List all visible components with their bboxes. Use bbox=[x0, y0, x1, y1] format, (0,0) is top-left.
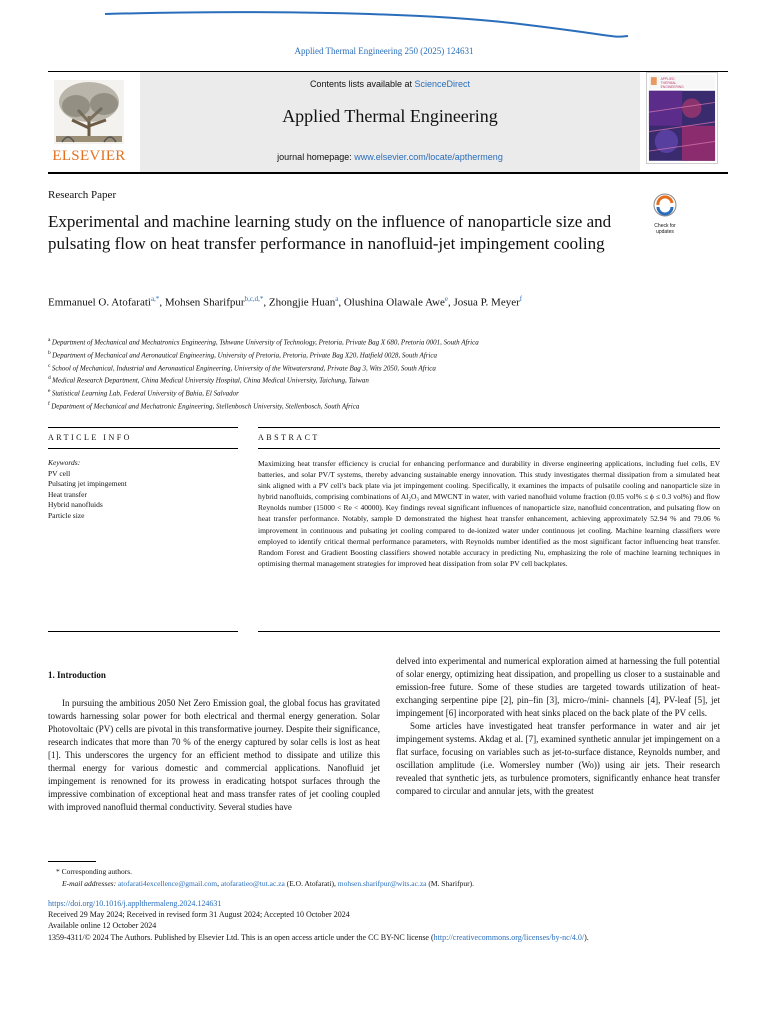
author-affiliation-marker[interactable]: a bbox=[335, 295, 339, 303]
author-name[interactable]: Zhongjie Huan bbox=[268, 296, 336, 309]
introduction-heading: 1. Introduction bbox=[48, 670, 106, 680]
check-updates-icon bbox=[648, 192, 682, 218]
email-owner: (M. Sharifpur). bbox=[426, 879, 474, 888]
affiliation-marker: b bbox=[48, 349, 53, 356]
received-dates: Received 29 May 2024; Received in revised form 31 August 2024; Accepted 10 October 2024 bbox=[48, 910, 350, 920]
check-updates-label: Check for updates bbox=[654, 223, 676, 235]
affiliation-item bbox=[48, 399, 728, 412]
intro-paragraph: Some articles have investigated heat transfer performance in water and air jet impingement systems. Akdag et al. [7], examined synthetic annular jet impingement on a flat surface, focusing on variables such as jet-to-surface distance, Reynolds number, and oscillation amplitude (i.e. Womersley number (Wo)) using air jets. Their research revealed that synthetic jets, as turbulence promoters, significantly enhance heat transfer compared to circular and annular jets, with the greatest bbox=[396, 720, 720, 796]
homepage-link[interactable]: www.elsevier.com/locate/apthermeng bbox=[354, 152, 503, 162]
author-separator: , bbox=[447, 296, 454, 309]
affiliation-text: School of Mechanical, Industrial and Aeronautical Engineering, University of the Witwatersrand, Private Bag 3, Wits 2050, South Africa bbox=[51, 363, 436, 372]
journal-cover-image[interactable] bbox=[646, 72, 718, 164]
keywords-label: Keywords: bbox=[48, 458, 81, 467]
affiliation-list bbox=[48, 335, 728, 412]
abstract-heading: ABSTRACT bbox=[258, 433, 320, 442]
author-name[interactable]: Emmanuel O. Atofarati bbox=[48, 296, 151, 309]
author-name[interactable]: Olushina Olawale Awe bbox=[343, 296, 445, 309]
check-for-updates-badge[interactable] bbox=[648, 192, 682, 235]
cover-line-3: ENGINEERING bbox=[660, 84, 684, 89]
contents-line bbox=[140, 79, 640, 89]
keyword-item: Particle size bbox=[48, 510, 85, 520]
cover-line-2: THERMAL bbox=[660, 80, 677, 85]
author-affiliation-marker[interactable]: a,* bbox=[150, 295, 160, 303]
sciencedirect-link[interactable]: ScienceDirect bbox=[414, 79, 471, 89]
keywords-block bbox=[48, 458, 238, 521]
body-column-right bbox=[396, 655, 720, 797]
abstract-rule-bottom bbox=[258, 631, 720, 632]
affiliation-marker: d bbox=[48, 375, 53, 382]
cover-line-1: APPLIED bbox=[660, 77, 675, 82]
intro-paragraph: delved into experimental and numerical exploration aimed at harnessing the full potential of solar energy, optimizing heat dissipation, and propelling us closer to a sustainable and emission-free future. Some of these studies are targeted towards utilization of heat-exchanging serpentine pipe [2], pin–fin [3], micro-/mini- channels [4], PV-leaf [5], jet impingement [6] incorporated with heat sinks placed on the back plate of the PV cells. bbox=[396, 656, 720, 718]
paper-title: Experimental and machine learning study on the influence of nanoparticle size and pulsating flow on heat transfer performance in nanofluid-jet impingement cooling bbox=[48, 212, 612, 253]
email-separator: , bbox=[217, 879, 221, 888]
intro-paragraph: In pursuing the ambitious 2050 Net Zero Emission goal, the global focus has gravitated towards harnessing solar power for both electrical and thermal energy generation. Solar Photovoltaic (PV) cells are pivotal in this transformative journey. Despite their significance, research indicates that more than 70 % of the energy captured by solar cells is lost as heat [1]. This underscores the urgency for an efficient method to dissipate and utilize this thermal energy for various domestic and commercial applications. Nanofluid jet impingement is renowned for its prowess in eradicating hotspot surfaces through the impressive combination of exceptional heat and mass transfer rates of jet cooling coupled with improved nanofluid thermal conductivity. Several studies have bbox=[48, 698, 380, 812]
email-link[interactable]: atofarati4excellence@gmail.com bbox=[117, 879, 218, 888]
author-list bbox=[48, 291, 698, 312]
abstract-text: Maximizing heat transfer efficiency is crucial for enhancing performance and durability in diverse engineering applications, including fuel cells, EV batteries, and solar PV/T systems, thereby advancing sustainable energy innovation. This study investigates thermal dissipation from a simulated heat sink aligned with a PV cell’s back plate via jet impingement cooling. Specifically, it examines the impacts of pulsatile cooling and nanoparticle size in hybrid nanofluids, comprising combinations of Al₂O₃ and MWCNT in water, with varied nanofluid volume fraction (0.05 vol% ≤ ϕ ≤ 0.3 vol%) and flow Reynolds number (15000 < Re < 40000). Key findings reveal significant influences of nanoparticle size, nanofluid concentration, and pulsating flow on heat transfer performance. Notably, sample D demonstrated the highest heat transfer enhancement, achieving approximately 52.94 % and 79.06 % improvement in continuous and pulsating jet cooling compared to de-ionized water under continuous jet cooling. Machine learning classifiers were employed to identify critical thermal performance parameters, with Reynolds number identified as the most significant factor influencing heat transfer. Random Forest and Gradient Boosting classifiers showed notable accuracy in predicting Nu, emphasizing the role of machine learning techniques in optimising thermal management strategies for improved heat dissipation from solar PV cell backplates. bbox=[258, 459, 720, 568]
affiliation-item bbox=[48, 386, 728, 399]
available-online: Available online 12 October 2024 bbox=[48, 921, 157, 931]
author-affiliation-marker[interactable]: e bbox=[444, 295, 448, 303]
email-link[interactable]: atofaratieo@tut.ac.za bbox=[220, 879, 285, 888]
article-info-rule-top bbox=[48, 427, 238, 428]
journal-reference[interactable]: Applied Thermal Engineering 250 (2025) 124631 bbox=[294, 46, 474, 56]
author-separator: , bbox=[263, 296, 269, 309]
article-info-heading: ARTICLE INFO bbox=[48, 433, 132, 442]
affiliation-text: Statistical Learning Lab, Federal University of Bahia, El Salvador bbox=[51, 389, 239, 398]
license-end: ). bbox=[584, 932, 589, 942]
article-info-rule-mid bbox=[48, 448, 238, 449]
affiliation-item bbox=[48, 373, 728, 386]
abstract-rule-mid bbox=[258, 448, 720, 449]
author-affiliation-marker[interactable]: f bbox=[519, 295, 523, 303]
elsevier-wordmark: ELSEVIER bbox=[52, 148, 126, 164]
affiliation-item bbox=[48, 335, 728, 348]
affiliation-marker: a bbox=[48, 337, 52, 343]
keyword-item: Hybrid nanofluids bbox=[48, 500, 103, 509]
footnote-rule bbox=[48, 861, 96, 862]
author-separator: , bbox=[338, 296, 344, 309]
doi-link[interactable]: https://doi.org/10.1016/j.applthermaleng.2024.124631 bbox=[48, 899, 222, 908]
affiliation-item bbox=[48, 361, 728, 374]
author-name[interactable]: Mohsen Sharifpur bbox=[164, 296, 245, 309]
affiliation-text: Medical Research Department, China Medical University Hospital, China Medical University, Taichung, Taiwan bbox=[52, 376, 369, 385]
journal-title: Applied Thermal Engineering bbox=[282, 106, 498, 126]
author-affiliation-marker[interactable]: b,c,d,* bbox=[244, 295, 264, 303]
affiliation-item bbox=[48, 348, 728, 361]
license-link[interactable]: http://creativecommons.org/licenses/by-nc/4.0/ bbox=[433, 932, 585, 942]
affiliation-text: Department of Mechanical and Mechatronics Engineering, Tshwane University of Technology, Pretoria, Private Bag X 680, Pretoria 0001, South Africa bbox=[51, 338, 479, 347]
email-owner: (E.O. Atofarati), bbox=[284, 879, 338, 888]
email-label: E-mail addresses: bbox=[62, 879, 117, 888]
keyword-item: Heat transfer bbox=[48, 489, 87, 499]
keyword-item: PV cell bbox=[48, 468, 71, 478]
affiliation-text: Department of Mechanical and Mechatronic Engineering, Stellenbosch University, Stellenbosch, South Africa bbox=[51, 402, 360, 411]
footnotes bbox=[48, 866, 728, 890]
article-type: Research Paper bbox=[48, 189, 117, 201]
license-line bbox=[48, 932, 728, 943]
homepage-line bbox=[140, 152, 640, 162]
email-link[interactable]: mohsen.sharifpur@wits.ac.za bbox=[337, 879, 427, 888]
homepage-prefix: journal homepage: bbox=[277, 152, 352, 162]
article-info-rule-bottom bbox=[48, 631, 238, 632]
affiliation-marker: c bbox=[48, 362, 52, 369]
contents-prefix: Contents lists available at bbox=[309, 79, 412, 89]
affiliation-marker: f bbox=[48, 401, 52, 408]
top-swoosh-line bbox=[0, 0, 768, 45]
publication-info bbox=[48, 898, 728, 943]
abstract-rule-top bbox=[258, 427, 720, 428]
corresponding-note: * Corresponding authors. bbox=[56, 867, 133, 876]
affiliation-text: Department of Mechanical and Aeronautical Engineering, University of Pretoria, Pretoria, Private Bag X20, Hatfield 0028, South Africa bbox=[52, 351, 438, 360]
body-column-left bbox=[48, 697, 380, 814]
author-name[interactable]: Josua P. Meyer bbox=[453, 296, 520, 309]
keyword-item: Pulsating jet impingement bbox=[48, 479, 127, 488]
author-separator: , bbox=[159, 296, 165, 309]
header-bottom-rule bbox=[48, 172, 728, 174]
license-text: 1359-4311/© 2024 The Authors. Published by Elsevier Ltd. This is an open access article under the CC BY-NC license ( bbox=[48, 932, 434, 942]
affiliation-marker: e bbox=[48, 388, 52, 395]
